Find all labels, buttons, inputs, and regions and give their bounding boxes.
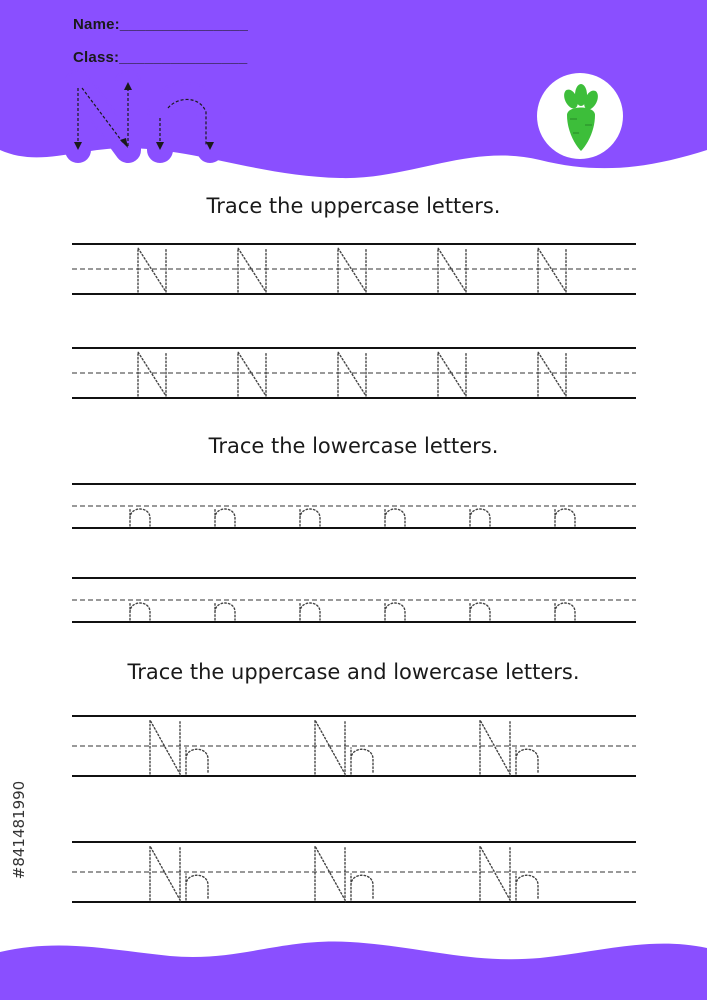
trace-letter: [338, 352, 366, 396]
trace-letter: [215, 602, 235, 620]
letter-nn-guide: [60, 68, 240, 163]
trace-letter: [150, 720, 208, 774]
guide-lines: [72, 348, 636, 398]
trace-letter: [538, 352, 566, 396]
trace-row-mixed-2: [0, 836, 707, 908]
trace-letter: [480, 846, 538, 900]
trace-row-mixed-1: [0, 710, 707, 782]
trace-letter: [130, 602, 150, 620]
trace-letter: [470, 602, 490, 620]
trace-letter: [315, 846, 373, 900]
trace-letter: [470, 508, 490, 526]
trace-row-lowercase-2: [0, 572, 707, 628]
trace-letter: [238, 248, 266, 292]
trace-letter: [338, 248, 366, 292]
trace-letter: [555, 508, 575, 526]
carrot-icon: [537, 73, 623, 159]
trace-row-uppercase-2: [0, 342, 707, 404]
trace-letter: [538, 248, 566, 292]
footer-banner: [0, 930, 707, 1000]
trace-letter: [438, 248, 466, 292]
trace-letter: [138, 352, 166, 396]
section-heading-uppercase: Trace the uppercase letters.: [206, 194, 501, 218]
trace-letter: [138, 248, 166, 292]
trace-letter: [238, 352, 266, 396]
carrot-badge: [537, 73, 623, 159]
trace-row-uppercase-1: [0, 238, 707, 300]
section-heading-mixed: Trace the uppercase and lowercase letters.: [127, 660, 580, 684]
guide-lines: [72, 842, 636, 902]
section-heading-lowercase: Trace the lowercase letters.: [208, 434, 499, 458]
trace-letter: [130, 508, 150, 526]
name-field[interactable]: Name:_______________: [73, 16, 248, 33]
guide-lines: [72, 716, 636, 776]
trace-letter: [555, 602, 575, 620]
trace-letter: [300, 508, 320, 526]
trace-letter: [300, 602, 320, 620]
guide-lines: [72, 484, 636, 528]
trace-letter: [150, 846, 208, 900]
trace-row-lowercase-1: [0, 478, 707, 534]
trace-letter: [385, 602, 405, 620]
guide-lines: [72, 578, 636, 622]
trace-letter: [215, 508, 235, 526]
trace-letter: [385, 508, 405, 526]
stock-id-watermark: #841481990: [10, 780, 28, 880]
trace-letter: [480, 720, 538, 774]
trace-letter: [315, 720, 373, 774]
guide-lines: [72, 244, 636, 294]
trace-letter: [438, 352, 466, 396]
class-field[interactable]: Class:_______________: [73, 49, 248, 66]
